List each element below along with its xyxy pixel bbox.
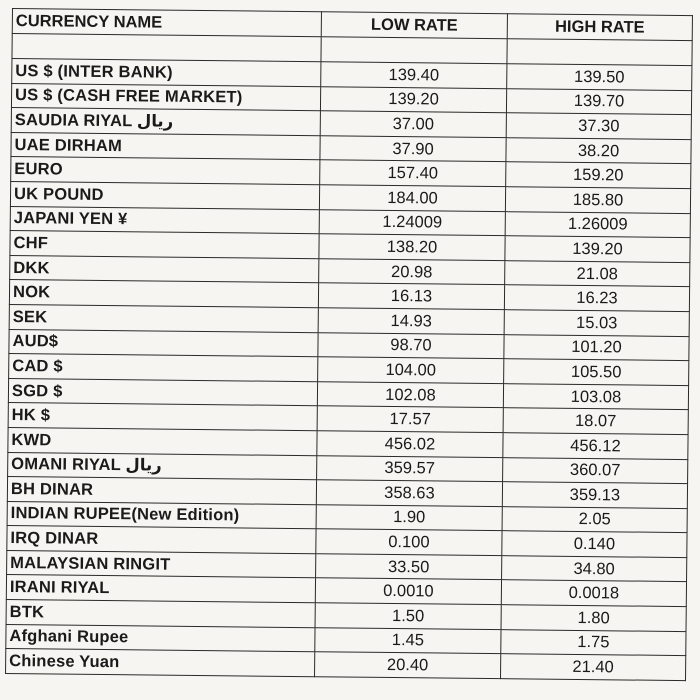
high-rate-cell: 139.70 — [506, 88, 691, 115]
currency-name-cell: MALAYSIAN RINGIT — [7, 550, 316, 578]
currency-name-cell: Afghani Rupee — [6, 624, 315, 652]
high-rate-cell: 139.50 — [507, 64, 692, 91]
high-rate-cell: 360.07 — [503, 457, 688, 484]
currency-name-cell: JAPANI YEN ¥ — [10, 206, 319, 234]
currency-name-cell: CAD $ — [9, 354, 318, 382]
low-rate-cell: 17.57 — [317, 406, 503, 433]
currency-name-cell: BTK — [6, 600, 315, 628]
high-rate-cell: 159.20 — [506, 162, 691, 189]
blank-cell — [321, 37, 507, 64]
low-rate-cell: 37.00 — [320, 111, 506, 138]
currency-name-cell: EURO — [11, 157, 320, 185]
high-rate-cell: 16.23 — [504, 285, 689, 312]
high-rate-cell: 38.20 — [506, 137, 691, 164]
high-rate-cell: 0.0018 — [501, 580, 686, 607]
low-rate-cell: 20.40 — [315, 652, 501, 679]
high-rate-cell: 21.08 — [505, 260, 690, 287]
currency-name-cell: HK $ — [8, 403, 317, 431]
blank-cell — [507, 39, 692, 66]
high-rate-cell: 2.05 — [502, 506, 687, 533]
currency-name-cell: UAE DIRHAM — [11, 132, 320, 160]
low-rate-cell: 358.63 — [316, 480, 502, 507]
table-body — [6, 34, 693, 681]
currency-name-cell: OMANI RIYAL ریال — [8, 452, 317, 480]
currency-rates-table — [5, 8, 693, 681]
currency-name-cell: CHF — [10, 231, 319, 259]
low-rate-cell: 139.20 — [320, 86, 506, 113]
low-rate-cell: 1.45 — [315, 627, 501, 654]
high-rate-cell: 101.20 — [504, 334, 689, 361]
low-rate-cell: 102.08 — [317, 381, 503, 408]
currency-name-cell: US $ (INTER BANK) — [12, 59, 321, 87]
low-rate-cell: 37.90 — [320, 136, 506, 163]
currency-name-cell: UK POUND — [10, 181, 319, 209]
low-rate-cell: 104.00 — [318, 357, 504, 384]
high-rate-header: HIGH RATE — [507, 14, 692, 41]
high-rate-cell: 456.12 — [503, 433, 688, 460]
low-rate-cell: 359.57 — [317, 455, 503, 482]
currency-name-header: CURRENCY NAME — [12, 9, 321, 37]
high-rate-cell: 139.20 — [505, 236, 690, 263]
currency-name-cell: KWD — [8, 427, 317, 455]
low-rate-cell: 0.0010 — [315, 578, 501, 605]
high-rate-cell: 103.08 — [503, 383, 688, 410]
high-rate-cell: 21.40 — [501, 654, 686, 681]
low-rate-cell: 0.100 — [316, 529, 502, 556]
high-rate-cell: 1.26009 — [505, 211, 690, 238]
low-rate-cell: 16.13 — [318, 283, 504, 310]
currency-name-cell: AUD$ — [9, 329, 318, 357]
high-rate-cell: 18.07 — [503, 408, 688, 435]
low-rate-cell: 1.50 — [315, 603, 501, 630]
currency-name-cell: IRANI RIYAL — [6, 575, 315, 603]
currency-name-cell: NOK — [9, 280, 318, 308]
high-rate-cell: 34.80 — [502, 556, 687, 583]
currency-name-cell: BH DINAR — [7, 477, 316, 505]
low-rate-cell: 1.90 — [316, 504, 502, 531]
high-rate-cell: 15.03 — [504, 310, 689, 337]
currency-name-cell: IRQ DINAR — [7, 526, 316, 554]
blank-cell — [12, 34, 321, 62]
low-rate-cell: 20.98 — [319, 258, 505, 285]
currency-name-cell: INDIAN RUPEE(New Edition) — [7, 501, 316, 529]
high-rate-cell: 359.13 — [502, 482, 687, 509]
currency-name-cell: SEK — [9, 304, 318, 332]
low-rate-cell: 98.70 — [318, 332, 504, 359]
high-rate-cell: 185.80 — [505, 187, 690, 214]
currency-name-cell: Chinese Yuan — [6, 649, 315, 677]
low-rate-cell: 139.40 — [321, 62, 507, 89]
low-rate-cell: 33.50 — [316, 554, 502, 581]
high-rate-cell: 105.50 — [504, 359, 689, 386]
low-rate-cell: 184.00 — [319, 185, 505, 212]
currency-name-cell: US $ (CASH FREE MARKET) — [11, 83, 320, 111]
high-rate-cell: 1.80 — [501, 605, 686, 632]
low-rate-cell: 138.20 — [319, 234, 505, 261]
currency-name-cell: DKK — [10, 255, 319, 283]
currency-name-cell: SGD $ — [8, 378, 317, 406]
high-rate-cell: 37.30 — [506, 113, 691, 140]
high-rate-cell: 0.140 — [502, 531, 687, 558]
low-rate-cell: 14.93 — [318, 308, 504, 335]
low-rate-cell: 1.24009 — [319, 209, 505, 236]
low-rate-header: LOW RATE — [321, 12, 507, 39]
low-rate-cell: 157.40 — [320, 160, 506, 187]
high-rate-cell: 1.75 — [501, 629, 686, 656]
low-rate-cell: 456.02 — [317, 431, 503, 458]
currency-name-cell: SAUDIA RIYAL ریال — [11, 108, 320, 136]
